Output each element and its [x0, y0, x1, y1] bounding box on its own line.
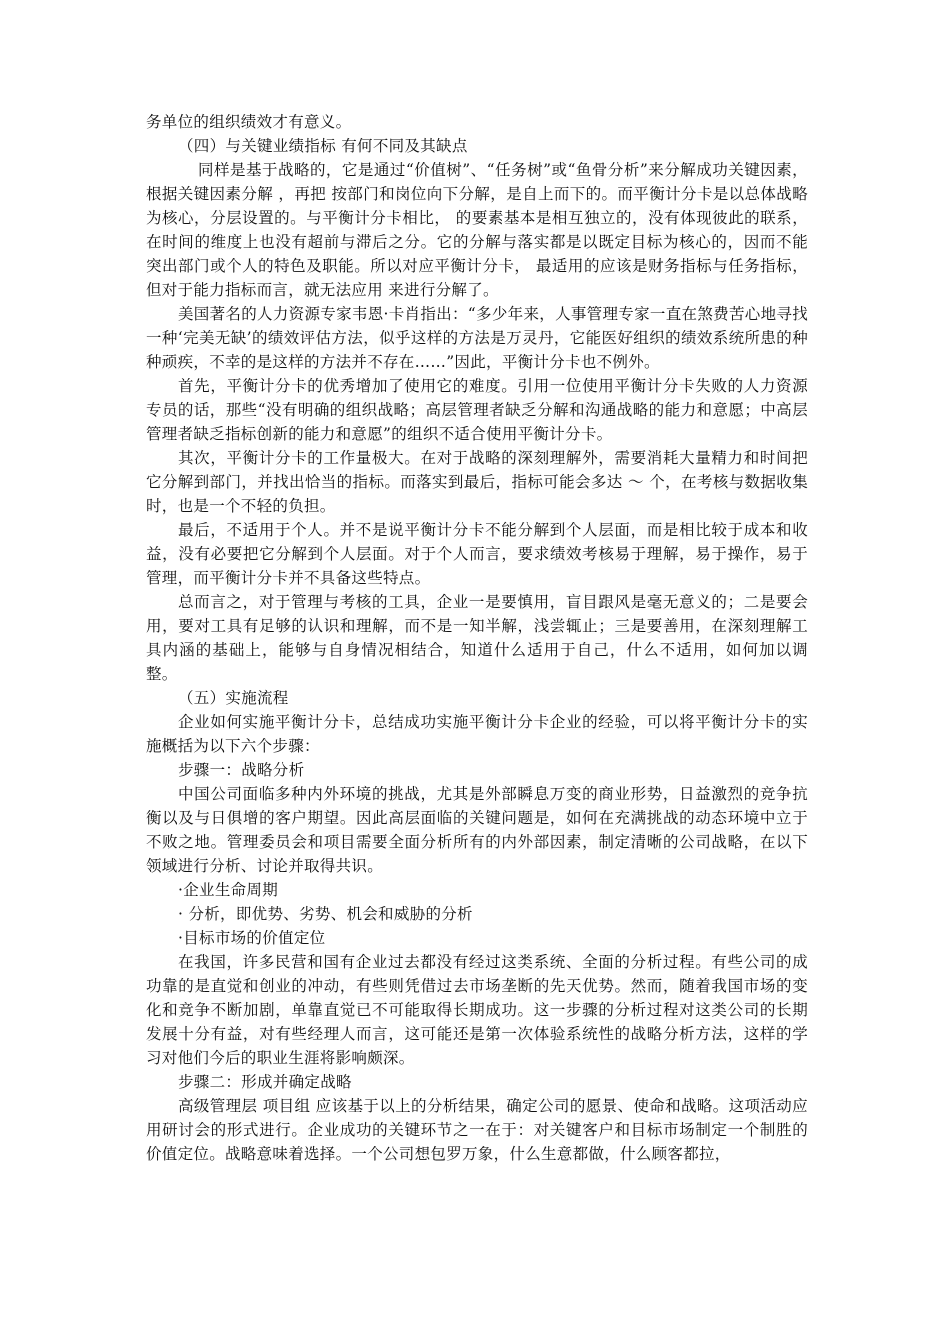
paragraph: 务单位的组织绩效才有意义。: [146, 113, 352, 131]
paragraph: 最后，不适用于个人。并不是说平衡计分卡不能分解到个人层面，而是相比较于成本和收益，没有必要把它分解到个人层面。对于个人而言，要求绩效考核易于理解，易于操作，易于管理，而平衡计分卡并不具备这些特点。: [146, 521, 808, 587]
document-body: [146, 110, 808, 1166]
paragraph: 中国公司面临多种内外环境的挑战，尤其是外部瞬息万变的商业形势，日益激烈的竞争抗衡以及与日俱增的客户期望。因此高层面临的关键问题是，如何在充满挑战的动态环境中立于不败之地。管理委员会和项目需要全面分析所有的内外部因素，制定清晰的公司战略，在以下领域进行分析、讨论并取得共识。: [146, 785, 808, 875]
paragraph: 步骤二：形成并确定战略: [178, 1073, 352, 1091]
paragraph: 首先，平衡计分卡的优秀增加了使用它的难度。引用一位使用平衡计分卡失败的人力资源专员的话，那些“没有明确的组织战略；高层管理者缺乏分解和沟通战略的能力和意愿；中高层管理者缺乏指标创新的能力和意愿”的组织不适合使用平衡计分卡。: [146, 377, 808, 443]
paragraph: （五）实施流程: [178, 689, 289, 707]
paragraph: 在我国，许多民营和国有企业过去都没有经过这类系统、全面的分析过程。有些公司的成功靠的是直觉和创业的冲动，有些则凭借过去市场垄断的先天优势。然而，随着我国市场的变化和竞争不断加剧，单靠直觉已不可能取得长期成功。这一步骤的分析过程对这类公司的长期发展十分有益，对有些经理人而言，这可能还是第一次体验系统性的战略分析方法，这样的学习对他们今后的职业生涯将影响颇深。: [146, 953, 808, 1067]
paragraph: 同样是基于战略的，它是通过“价值树”、“任务树”或“鱼骨分析”来分解成功关键因素，根据关键因素分解 ，再把 按部门和岗位向下分解，是自上而下的。而平衡计分卡是以总体战略为核心，分层设置的。与平衡计分卡相比， 的要素基本是相互独立的，没有体现彼此的联系，在时间的维度上也没有超前与滞后之分。它的分解与落实都是以既定目标为核心的，因而不能突出部门或个人的特色及职能。所以对应平衡计分卡， 最适用的应该是财务指标与任务指标，但对于能力指标而言，就无法应用 来进行分解了。: [146, 161, 808, 299]
paragraph: · 分析，即优势、劣势、机会和威胁的分析: [178, 905, 473, 923]
paragraph: ·目标市场的价值定位: [178, 929, 326, 947]
paragraph: 总而言之，对于管理与考核的工具，企业一是要慎用，盲目跟风是毫无意义的；二是要会用，要对工具有足够的认识和理解，而不是一知半解，浅尝辄止；三是要善用，在深刻理解工具内涵的基础上，能够与自身情况相结合，知道什么适用于自己，什么不适用，如何加以调整。: [146, 593, 808, 683]
paragraph: （四）与关键业绩指标 有何不同及其缺点: [178, 137, 468, 155]
paragraph: 企业如何实施平衡计分卡，总结成功实施平衡计分卡企业的经验，可以将平衡计分卡的实施概括为以下六个步骤：: [146, 713, 808, 755]
paragraph: 步骤一：战略分析: [178, 761, 305, 779]
paragraph: 美国著名的人力资源专家韦恩·卡肖指出：“多少年来，人事管理专家一直在煞费苦心地寻找一种‘完美无缺’的绩效评估方法，似乎这样的方法是万灵丹，它能医好组织的绩效系统所患的种种顽疾，不幸的是这样的方法并不存在……”因此，平衡计分卡也不例外。: [146, 305, 808, 371]
paragraph: ·企业生命周期: [178, 881, 279, 899]
paragraph: 高级管理层 项目组 应该基于以上的分析结果，确定公司的愿景、使命和战略。这项活动应用研讨会的形式进行。企业成功的关键环节之一在于：对关键客户和目标市场制定一个制胜的价值定位。战略意味着选择。一个公司想包罗万象，什么生意都做，什么顾客都拉，: [146, 1097, 808, 1163]
paragraph: 其次，平衡计分卡的工作量极大。在对于战略的深刻理解外，需要消耗大量精力和时间把它分解到部门，并找出恰当的指标。而落实到最后，指标可能会多达 ～ 个，在考核与数据收集时，也是一个不轻的负担。: [146, 449, 808, 515]
